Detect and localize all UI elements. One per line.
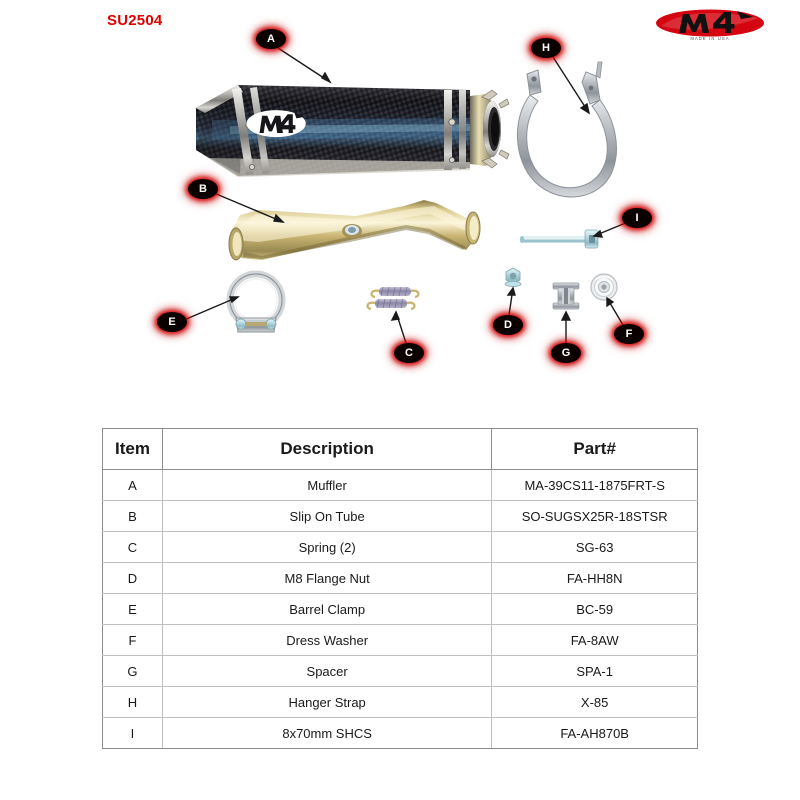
- part-number-cell: SO-SUGSX25R-18STSR: [492, 501, 698, 532]
- part-number-cell: MA-39CS11-1875FRT-S: [492, 470, 698, 501]
- part-number-cell: FA-8AW: [492, 625, 698, 656]
- description-cell: Barrel Clamp: [162, 594, 491, 625]
- header-item: Item: [103, 429, 163, 470]
- item-cell: E: [103, 594, 163, 625]
- part-dress-washer-artwork: [591, 274, 617, 300]
- description-cell: Spacer: [162, 656, 491, 687]
- table-row: [103, 532, 698, 563]
- callout-badge-g: G: [551, 343, 581, 363]
- svg-text:MADE IN USA: MADE IN USA: [690, 36, 730, 41]
- item-cell: B: [103, 501, 163, 532]
- description-cell: Spring (2): [162, 532, 491, 563]
- parts-table-body: [103, 470, 698, 749]
- table-row: [103, 656, 698, 687]
- table-row: [103, 563, 698, 594]
- item-cell: H: [103, 687, 163, 718]
- description-cell: 8x70mm SHCS: [162, 718, 491, 749]
- table-row: [103, 470, 698, 501]
- callout-badge-d: D: [493, 315, 523, 335]
- table-row: [103, 594, 698, 625]
- callout-badge-e: E: [157, 312, 187, 332]
- item-cell: A: [103, 470, 163, 501]
- part-number-cell: FA-AH870B: [492, 718, 698, 749]
- callout-badge-a: A: [256, 29, 286, 49]
- item-cell: F: [103, 625, 163, 656]
- description-cell: Hanger Strap: [162, 687, 491, 718]
- table-row: [103, 718, 698, 749]
- part-slip-on-tube-artwork: [229, 200, 480, 260]
- table-header-row: [103, 429, 698, 470]
- part-number-cell: FA-HH8N: [492, 563, 698, 594]
- part-barrel-clamp-artwork: [230, 274, 282, 332]
- description-cell: M8 Flange Nut: [162, 563, 491, 594]
- description-cell: Slip On Tube: [162, 501, 491, 532]
- callout-badge-i: I: [622, 208, 652, 228]
- item-cell: G: [103, 656, 163, 687]
- part-flange-nut-artwork: [505, 268, 521, 287]
- callout-badge-c: C: [394, 343, 424, 363]
- part-springs-artwork: [368, 287, 419, 309]
- item-cell: I: [103, 718, 163, 749]
- description-cell: Dress Washer: [162, 625, 491, 656]
- table-row: [103, 625, 698, 656]
- part-number-cell: SG-63: [492, 532, 698, 563]
- parts-list-table: [102, 428, 698, 749]
- parts-table-head: [103, 429, 698, 470]
- part-shcs-bolt-artwork: [520, 230, 598, 248]
- table-row: [103, 687, 698, 718]
- part-hanger-strap-artwork: [517, 62, 616, 197]
- callout-badge-f: F: [614, 324, 644, 344]
- item-cell: D: [103, 563, 163, 594]
- part-number-cell: X-85: [492, 687, 698, 718]
- description-cell: Muffler: [162, 470, 491, 501]
- part-spacer-artwork: [553, 283, 579, 309]
- callout-badge-b: B: [188, 179, 218, 199]
- table-row: [103, 501, 698, 532]
- callout-badge-h: H: [531, 38, 561, 58]
- part-number-cell: BC-59: [492, 594, 698, 625]
- part-muffler-artwork: [196, 85, 509, 177]
- header-part: Part#: [492, 429, 698, 470]
- header-description: Description: [162, 429, 491, 470]
- part-number-cell: SPA-1: [492, 656, 698, 687]
- item-cell: C: [103, 532, 163, 563]
- kit-code-title: SU2504: [107, 12, 163, 29]
